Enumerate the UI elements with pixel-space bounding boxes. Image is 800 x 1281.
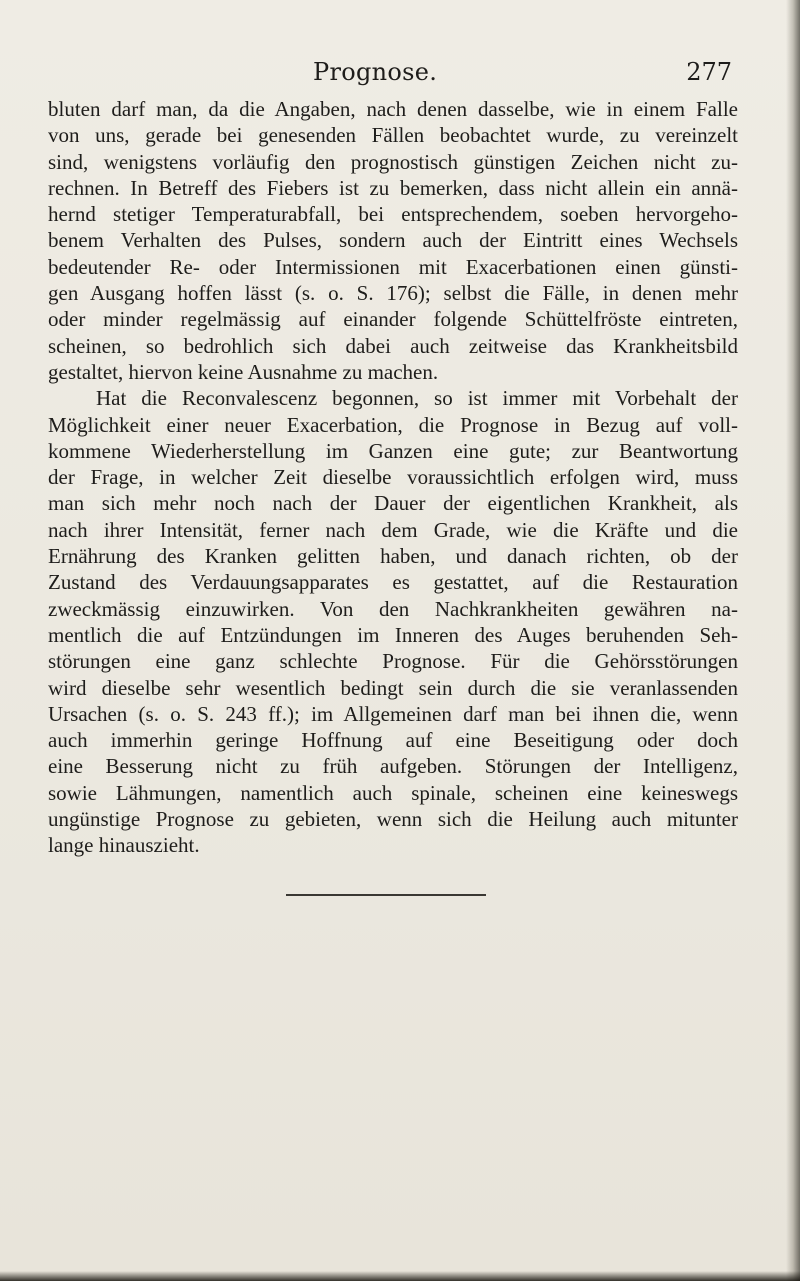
text-line: benem Verhalten des Pulses, sondern auch der Eintritt eines Wechsels <box>48 228 738 253</box>
text-line: eine Besserung nicht zu früh aufgeben. Störungen der Intelligenz, <box>48 754 738 779</box>
text-line: scheinen, so bedrohlich sich dabei auch zeitweise das Krankheitsbild <box>48 333 738 358</box>
text-line: ungünstige Prognose zu gebieten, wenn sich die Heilung auch mitunter <box>48 807 738 832</box>
text-line: rechnen. In Betreff des Fiebers ist zu bemerken, dass nicht allein ein annä- <box>48 175 738 200</box>
text-line: auch immerhin geringe Hoffnung auf eine Beseitigung oder doch <box>48 728 738 753</box>
text-line: mentlich die auf Entzündungen im Inneren des Auges beruhenden Seh- <box>48 622 738 647</box>
text-line: zweckmässig einzuwirken. Von den Nachkrankheiten gewähren na- <box>48 596 738 621</box>
text-line: man sich mehr noch nach der Dauer der eigentlichen Krankheit, als <box>48 491 738 516</box>
text-line: oder minder regelmässig auf einander folgende Schüttelfröste eintreten, <box>48 307 738 332</box>
page-bottom-shadow <box>0 1271 800 1281</box>
text-line: störungen eine ganz schlechte Prognose. Für die Gehörsstörungen <box>48 649 738 674</box>
text-line: Hat die Reconvalescenz begonnen, so ist immer mit Vorbehalt der <box>96 386 738 411</box>
text-line: sowie Lähmungen, namentlich auch spinale, scheinen eine keineswegs <box>48 780 738 805</box>
page-header <box>48 58 738 98</box>
text-line: von uns, gerade bei genesenden Fällen beobachtet wurde, zu vereinzelt <box>48 123 738 148</box>
text-line: nach ihrer Intensität, ferner nach dem Grade, wie die Kräfte und die <box>48 517 738 542</box>
text-line: Möglichkeit einer neuer Exacerbation, die Prognose in Bezug auf voll- <box>48 412 738 437</box>
text-line: Zustand des Verdauungsapparates es gestattet, auf die Restauration <box>48 570 738 595</box>
text-line: sind, wenigstens vorläufig den prognostisch günstigen Zeichen nicht zu- <box>48 149 738 174</box>
text-line: bluten darf man, da die Angaben, nach denen dasselbe, wie in einem Falle <box>48 97 738 121</box>
text-line: gestaltet, hiervon keine Ausnahme zu machen. <box>48 359 439 384</box>
body-text <box>48 96 738 859</box>
text-line: Ursachen (s. o. S. 243 ff.); im Allgemeinen darf man bei ihnen die, wenn <box>48 701 738 726</box>
text-line: der Frage, in welcher Zeit dieselbe voraussichtlich erfolgen wird, muss <box>48 465 738 490</box>
text-line: kommene Wiederherstellung im Ganzen eine gute; zur Beantwortung <box>48 438 738 463</box>
section-end-rule <box>286 894 486 896</box>
page-edge-shadow <box>786 0 800 1281</box>
text-line: lange hinauszieht. <box>48 833 200 858</box>
text-line: wird dieselbe sehr wesentlich bedingt sein durch die sie veranlassenden <box>48 675 738 700</box>
text-line: hernd stetiger Temperaturabfall, bei entsprechendem, soeben hervorgeho- <box>48 202 738 227</box>
text-line: gen Ausgang hoffen lässt (s. o. S. 176); selbst die Fälle, in denen mehr <box>48 281 738 306</box>
text-line: Ernährung des Kranken gelitten haben, und danach richten, ob der <box>48 544 738 569</box>
page-number: 277 <box>686 58 732 86</box>
text-line: bedeutender Re- oder Intermissionen mit Exacerbationen einen günsti- <box>48 254 738 279</box>
running-title: Prognose. <box>313 58 438 86</box>
